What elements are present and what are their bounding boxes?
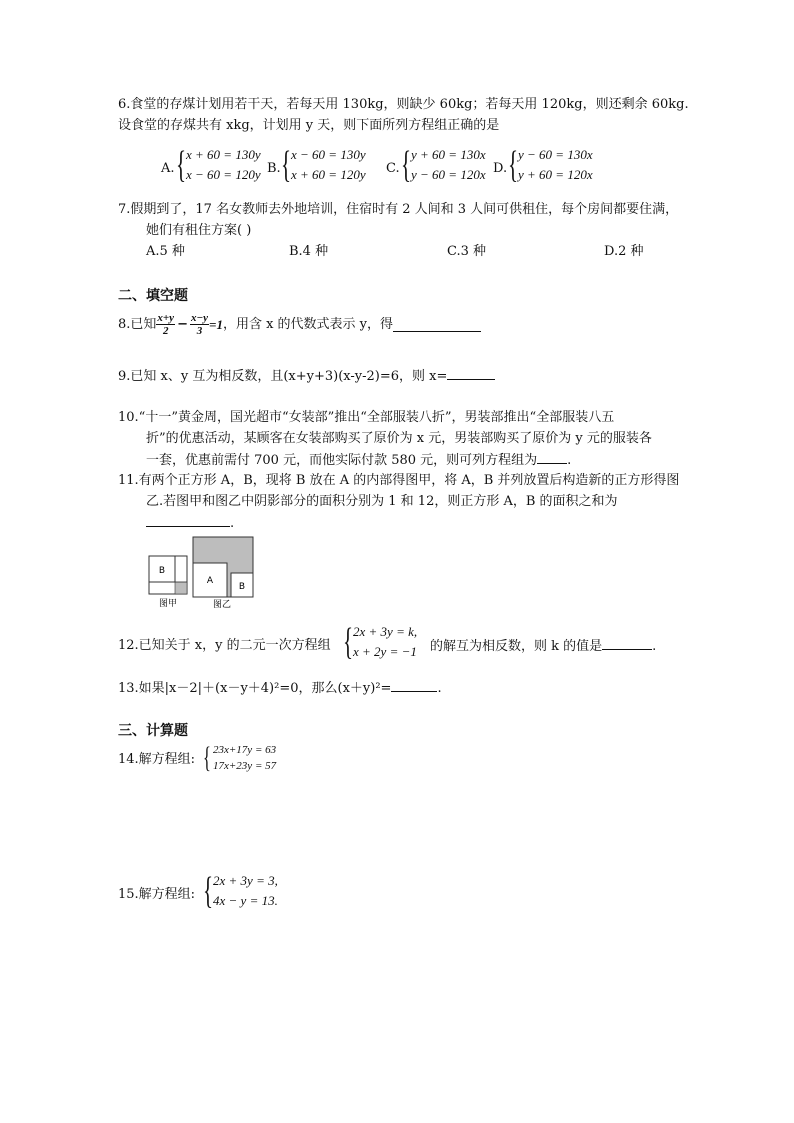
q6-option-c-system (401, 145, 486, 185)
q15-system (203, 871, 278, 911)
label-b: B (238, 582, 246, 592)
brace-icon: { (203, 870, 214, 912)
answer-blank[interactable] (602, 637, 652, 650)
equation: x + 60 = 130y (186, 147, 261, 162)
q11-line2: 乙.若图甲和图乙中阴影部分的面积分别为 1 和 12，则正方形 A，B 的面积之和为 (146, 494, 618, 509)
equation: x − 60 = 130y (291, 147, 366, 162)
q9-text: 9.已知 x、y 互为相反数，且(x+y+3)(x-y-2)=6，则 x= (118, 369, 448, 384)
q8-minus: − (177, 316, 188, 332)
q12-suffix: 的解互为相反数，则 k 的值是 (430, 639, 603, 654)
q7-line2: 她们有租住方案( ) (146, 223, 252, 238)
brace-icon: { (203, 741, 211, 774)
q6-option-d-system (508, 145, 593, 185)
q13-text: 13.如果|x－2|＋(x－y＋4)²=0，那么(x＋y)²= (118, 681, 392, 696)
q12-system (343, 622, 417, 662)
q10-line3: 一套，优惠前需付 700 元，而他实际付款 580 元，则可列方程组为 . (146, 453, 572, 468)
equation: x + 2y = −1 (353, 644, 417, 659)
q11-period: . (230, 516, 235, 531)
answer-blank[interactable] (391, 679, 437, 692)
q8-line (118, 312, 481, 337)
figure-jia (149, 556, 187, 609)
q7-option-d: D.2 种 (604, 244, 644, 259)
q6-option-d-label: D. (493, 161, 508, 176)
q14-prefix: 14.解方程组: (118, 752, 196, 767)
equation: y − 60 = 120x (411, 167, 486, 182)
equation: x − 60 = 120y (186, 167, 261, 182)
q10-line3-text: 一套，优惠前需付 700 元，而他实际付款 580 元，则可列方程组为 (146, 453, 538, 468)
q15-prefix: 15.解方程组: (118, 887, 196, 902)
answer-blank[interactable] (146, 514, 230, 527)
q11-line3 (146, 514, 234, 533)
q7-option-b: B.4 种 (289, 244, 329, 259)
answer-blank[interactable] (447, 367, 495, 380)
brace-icon: { (176, 144, 187, 186)
answer-blank[interactable] (393, 318, 481, 332)
q6-option-c-label: C. (386, 161, 400, 176)
answer-blank[interactable] (537, 451, 567, 464)
section-heading-fill-in: 二、填空题 (118, 288, 188, 304)
q6-option-b-system (281, 145, 366, 185)
q10-line1: 10.“十一”黄金周，国光超市“女装部”推出“全部服装八折”，男装部推出“全部服装八五 (118, 410, 615, 425)
equation: y + 60 = 130x (411, 147, 486, 162)
q7-line1: 7.假期到了，17 名女教师去外地培训，住宿时有 2 人间和 3 人间可供租住，每个房间都要住满， (118, 202, 679, 217)
equation: 17x+23y = 57 (213, 760, 277, 772)
q8-equals: =1 (209, 316, 223, 332)
q12-period: . (652, 639, 657, 654)
equation: x + 60 = 120y (291, 167, 366, 182)
q6-line1: 6.食堂的存煤计划用若干天，若每天用 130kg，则缺少 60kg；若每天用 120kg，则还剩余 60kg. (118, 97, 689, 112)
brace-icon: { (343, 621, 354, 663)
q6-option-a-system (176, 145, 261, 185)
q12-prefix: 12.已知关于 x，y 的二元一次方程组 (118, 638, 331, 653)
q12-suffix-line (430, 637, 656, 656)
brace-icon: { (281, 144, 292, 186)
label-a: A (206, 576, 214, 586)
equation: 23x+17y = 63 (213, 744, 277, 756)
caption-yi: 图乙 (212, 600, 232, 610)
equation: 4x − y = 13. (213, 893, 278, 908)
section-heading-calculation: 三、计算题 (118, 723, 188, 739)
caption-jia: 图甲 (158, 599, 178, 609)
q9-line (118, 367, 495, 386)
q8-fraction-1: $\frac{x+y}{2}$ (157, 312, 175, 337)
q8-prefix: 8.已知 (118, 316, 157, 332)
brace-icon: { (508, 144, 519, 186)
q11-figures (146, 536, 258, 612)
q10-line2: 折”的优惠活动，某顾客在女装部购买了原价为 x 元，男装部购买了原价为 y 元的服装各 (146, 431, 652, 446)
q6-option-a-label: A. (161, 161, 175, 176)
equation: y − 60 = 130x (518, 147, 593, 162)
q14-system (203, 742, 276, 774)
q7-option-c: C.3 种 (447, 244, 487, 259)
figure-yi (193, 537, 253, 610)
q8-suffix: ，用含 x 的代数式表示 y，得 (222, 316, 394, 332)
equation: 2x + 3y = k, (353, 624, 418, 639)
q6-option-b-label: B. (267, 161, 281, 176)
q6-line2: 设食堂的存煤共有 xkg，计划用 y 天，则下面所列方程组正确的是 (118, 118, 500, 133)
q7-option-a: A.5 种 (146, 244, 185, 259)
label-b: B (158, 566, 166, 576)
q13-line (118, 679, 442, 698)
shaded-region (175, 582, 187, 594)
equation: y + 60 = 120x (518, 167, 593, 182)
q13-period: . (437, 681, 442, 696)
equation: 2x + 3y = 3, (213, 873, 278, 888)
brace-icon: { (401, 144, 412, 186)
q11-line1: 11.有两个正方形 A，B，现将 B 放在 A 的内部得图甲，将 A，B 并列放置后构造新的正方形得图 (118, 473, 680, 488)
q8-fraction-2: $\frac{x-y}{3}$ (190, 312, 209, 337)
